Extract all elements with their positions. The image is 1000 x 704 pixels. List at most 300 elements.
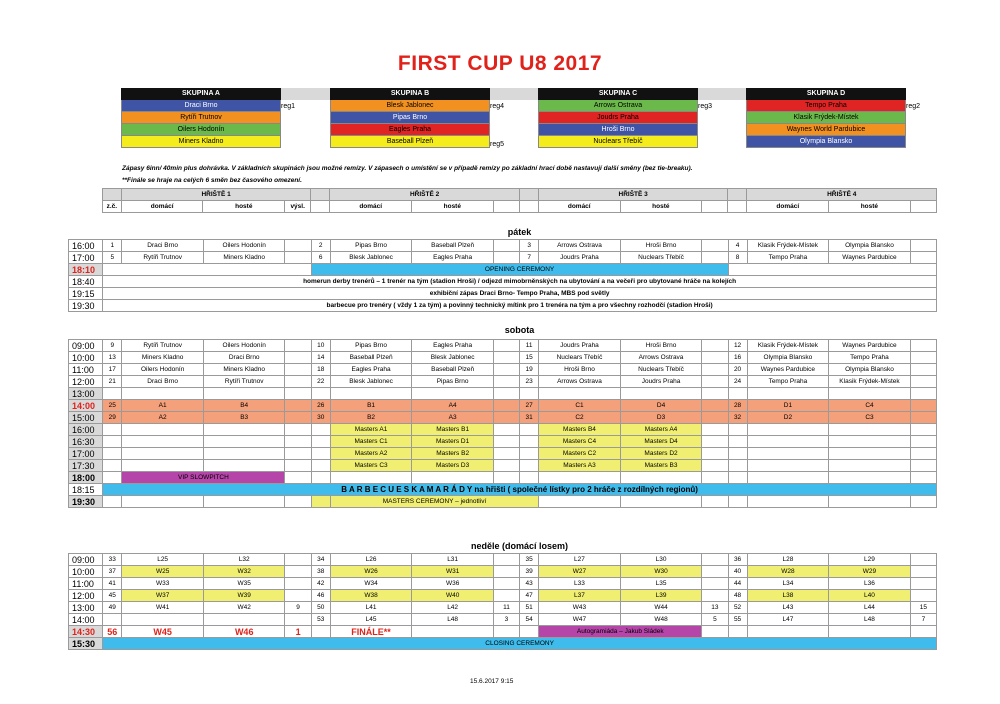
- schedule-cell: Rytíři Trutnov: [203, 376, 285, 388]
- schedule-cell: [829, 460, 911, 472]
- group-team: Rytíři Trutnov: [121, 112, 281, 124]
- schedule-cell: [910, 590, 936, 602]
- schedule-cell: Masters C4: [539, 436, 621, 448]
- schedule-cell: Masters D3: [412, 460, 494, 472]
- schedule-cell: Blesk Jablonec: [330, 376, 412, 388]
- schedule-cell: [728, 448, 747, 460]
- schedule-cell: 18:00: [69, 472, 103, 484]
- schedule-cell: 21: [103, 376, 122, 388]
- schedule-cell: W46: [203, 626, 285, 638]
- schedule-cell: 3: [520, 240, 539, 252]
- schedule-cell: [728, 496, 747, 508]
- schedule-cell: [493, 566, 519, 578]
- schedule-cell: [702, 460, 728, 472]
- schedule-cell: [311, 436, 330, 448]
- schedule-cell: C2: [539, 412, 621, 424]
- schedule-cell: [702, 364, 728, 376]
- schedule-cell: FINÁLE**: [330, 626, 412, 638]
- schedule-cell: 32: [728, 412, 747, 424]
- schedule-cell: L27: [539, 554, 621, 566]
- schedule-cell: [702, 201, 728, 213]
- schedule-cell: výsl.: [285, 201, 311, 213]
- schedule-cell: Pipas Brno: [330, 340, 412, 352]
- schedule-cell: [910, 400, 936, 412]
- schedule-cell: [520, 626, 539, 638]
- schedule-cell: Klasik Frýdek-Místek: [829, 376, 911, 388]
- schedule-cell: L29: [829, 554, 911, 566]
- table-row: [69, 252, 937, 264]
- schedule-cell: Eagles Praha: [412, 252, 494, 264]
- column-header-row: [68, 201, 937, 213]
- schedule-cell: 13:00: [69, 388, 103, 400]
- schedule-cell: Olympia Blansko: [829, 364, 911, 376]
- schedule-cell: [539, 472, 621, 484]
- schedule-cell: Baseball Plzeň: [412, 364, 494, 376]
- table-row: [69, 300, 937, 312]
- schedule-cell: Masters A1: [330, 424, 412, 436]
- schedule-cell: [493, 460, 519, 472]
- schedule-cell: [910, 448, 936, 460]
- schedule-cell: Masters D4: [620, 436, 702, 448]
- schedule-cell: [702, 554, 728, 566]
- schedule-cell: 54: [520, 614, 539, 626]
- schedule-cell: [103, 264, 311, 276]
- schedule-cell: [702, 578, 728, 590]
- schedule-cell: 16:00: [69, 240, 103, 252]
- schedule-cell: 18:40: [69, 276, 103, 288]
- schedule-cell: 8: [728, 252, 747, 264]
- schedule-cell: 4: [728, 240, 747, 252]
- schedule-cell: D3: [620, 412, 702, 424]
- schedule-cell: 39: [520, 566, 539, 578]
- schedule-cell: L26: [330, 554, 412, 566]
- schedule-cell: 16:00: [69, 424, 103, 436]
- schedule-cell: [102, 189, 121, 201]
- schedule-cell: [910, 626, 936, 638]
- schedule-cell: B3: [203, 412, 285, 424]
- schedule-cell: 13: [702, 602, 728, 614]
- schedule-cell: [702, 590, 728, 602]
- schedule-cell: 35: [520, 554, 539, 566]
- gray-bar: [490, 88, 538, 100]
- schedule-cell: Pipas Brno: [412, 376, 494, 388]
- schedule-cell: Miners Kladno: [203, 364, 285, 376]
- schedule-cell: 18: [311, 364, 330, 376]
- schedule-cell: W31: [412, 566, 494, 578]
- schedule-cell: HŘIŠTĚ 1: [121, 189, 310, 201]
- schedule-cell: [493, 240, 519, 252]
- schedule-cell: [285, 388, 311, 400]
- schedule-cell: [702, 626, 728, 638]
- schedule-cell: 24: [728, 376, 747, 388]
- schedule-cell: Joudrs Praha: [539, 252, 621, 264]
- schedule-cell: Klasik Frýdek-Místek: [747, 240, 829, 252]
- schedule-cell: Autogramiáda – Jakub Sládek: [539, 626, 702, 638]
- schedule-cell: z.č.: [102, 201, 121, 213]
- schedule-cell: [493, 578, 519, 590]
- schedule-cell: W25: [122, 566, 204, 578]
- schedule-cell: [285, 472, 311, 484]
- table-row: [69, 638, 937, 650]
- schedule-cell: [493, 424, 519, 436]
- schedule-cell: [122, 436, 204, 448]
- schedule-cell: [539, 496, 621, 508]
- schedule-cell: domácí: [121, 201, 203, 213]
- schedule-cell: Miners Kladno: [203, 252, 285, 264]
- schedule-cell: HŘIŠTĚ 2: [330, 189, 519, 201]
- schedule-cell: [311, 460, 330, 472]
- schedule-cell: [285, 578, 311, 590]
- table-row: [69, 364, 937, 376]
- schedule-cell: 11: [493, 602, 519, 614]
- schedule-cell: [702, 424, 728, 436]
- schedule-cell: 45: [103, 590, 122, 602]
- schedule-cell: L43: [747, 602, 829, 614]
- schedule-cell: W36: [412, 578, 494, 590]
- schedule-cell: HŘIŠTĚ 4: [747, 189, 937, 201]
- schedule-cell: Olympia Blansko: [747, 352, 829, 364]
- schedule-cell: 31: [520, 412, 539, 424]
- schedule-cell: Tempo Praha: [747, 252, 829, 264]
- schedule-cell: Miners Kladno: [122, 352, 204, 364]
- schedule-cell: 19: [520, 364, 539, 376]
- schedule-cell: 15:00: [69, 412, 103, 424]
- table-row: [69, 424, 937, 436]
- schedule-cell: 19:30: [69, 496, 103, 508]
- region-label: reg1: [281, 103, 296, 110]
- schedule-cell: [122, 614, 204, 626]
- schedule-cell: [285, 240, 311, 252]
- schedule-cell: Rytíři Trutnov: [122, 340, 204, 352]
- schedule-cell: [747, 388, 829, 400]
- schedule-cell: 18:15: [69, 484, 103, 496]
- schedule-cell: 9: [103, 340, 122, 352]
- schedule-cell: [285, 252, 311, 264]
- schedule-cell: 34: [311, 554, 330, 566]
- schedule-cell: barbecue pro trenéry ( vždy 1 za tým) a povinný technický mítink pro 1 trenéra na tým a pro všechny rozhodčí (stadion Hroši): [103, 300, 937, 312]
- schedule-cell: 5: [103, 252, 122, 264]
- schedule-cell: 13:00: [69, 602, 103, 614]
- schedule-cell: [493, 472, 519, 484]
- schedule-cell: Eagles Praha: [412, 340, 494, 352]
- schedule-cell: [910, 436, 936, 448]
- note: **Finále se hraje na celých 6 směn bez časového omezení.: [122, 177, 302, 184]
- schedule-cell: [203, 436, 285, 448]
- schedule-cell: W26: [330, 566, 412, 578]
- schedule-cell: W40: [412, 590, 494, 602]
- schedule-cell: [493, 554, 519, 566]
- schedule-cell: L33: [539, 578, 621, 590]
- group-header: SKUPINA D: [746, 88, 906, 100]
- schedule-cell: [829, 472, 911, 484]
- region-label: reg5: [490, 141, 505, 148]
- schedule-cell: [910, 388, 936, 400]
- schedule-cell: 14:30: [69, 626, 103, 638]
- schedule-cell: 12:00: [69, 376, 103, 388]
- schedule-cell: W45: [122, 626, 204, 638]
- schedule-cell: W37: [122, 590, 204, 602]
- schedule-cell: [829, 388, 911, 400]
- schedule-cell: 13: [103, 352, 122, 364]
- schedule-cell: L32: [203, 554, 285, 566]
- schedule-cell: 10:00: [69, 352, 103, 364]
- schedule-cell: D4: [620, 400, 702, 412]
- table-row: [69, 264, 937, 276]
- schedule-cell: Masters C2: [539, 448, 621, 460]
- schedule-cell: [122, 460, 204, 472]
- schedule-cell: C3: [829, 412, 911, 424]
- schedule-cell: [519, 201, 538, 213]
- schedule-cell: L48: [829, 614, 911, 626]
- schedule-cell: homerun derby trenérů – 1 trenér na tým (stadion Hroši) / odjezd mimobrněnských na ubytování a na večeři pro ubytované hráče na kolejích: [103, 276, 937, 288]
- schedule-cell: [285, 376, 311, 388]
- schedule-cell: hosté: [203, 201, 285, 213]
- schedule-cell: 26: [311, 400, 330, 412]
- schedule-cell: 12:00: [69, 590, 103, 602]
- schedule-cell: [493, 436, 519, 448]
- schedule-cell: 43: [520, 578, 539, 590]
- table-row: [69, 400, 937, 412]
- schedule-cell: 41: [103, 578, 122, 590]
- schedule-cell: Olympia Blansko: [829, 240, 911, 252]
- schedule-cell: [747, 448, 829, 460]
- schedule-cell: 15: [910, 602, 936, 614]
- schedule-cell: [493, 626, 519, 638]
- schedule-cell: [910, 578, 936, 590]
- schedule-cell: L31: [412, 554, 494, 566]
- table-row: [69, 614, 937, 626]
- schedule-cell: [910, 472, 936, 484]
- schedule-cell: B2: [330, 412, 412, 424]
- table-row: [69, 578, 937, 590]
- schedule-cell: [203, 496, 285, 508]
- table-row: [69, 436, 937, 448]
- schedule-cell: Nuclears Třebíč: [620, 252, 702, 264]
- schedule-cell: [702, 472, 728, 484]
- schedule-cell: 3: [493, 614, 519, 626]
- note: Zápasy 6inn/ 40min plus dohrávka. V základních skupinách jsou možné remízy. V zápasech o umístění se v případě remízy po základní hrací době nastavují další směny (bez tie-breaku).: [122, 165, 693, 172]
- schedule-cell: B1: [330, 400, 412, 412]
- schedule-cell: [285, 614, 311, 626]
- schedule-cell: [728, 189, 747, 201]
- schedule-cell: 51: [520, 602, 539, 614]
- schedule-cell: [122, 496, 204, 508]
- table-row: [69, 352, 937, 364]
- schedule-cell: 49: [103, 602, 122, 614]
- group-1: [121, 88, 281, 148]
- schedule-cell: [910, 424, 936, 436]
- schedule-cell: [702, 352, 728, 364]
- schedule-cell: [311, 189, 330, 201]
- schedule-cell: 17: [103, 364, 122, 376]
- schedule-cell: [910, 201, 936, 213]
- group-team: Nuclears Třebíč: [538, 136, 698, 148]
- schedule-cell: Oilers Hodonín: [122, 364, 204, 376]
- schedule-cell: [910, 340, 936, 352]
- schedule-cell: [702, 496, 728, 508]
- schedule-cell: L30: [620, 554, 702, 566]
- page-title: FIRST CUP U8 2017: [397, 52, 603, 75]
- schedule-cell: Draci Brno: [122, 376, 204, 388]
- schedule-cell: [103, 388, 122, 400]
- table-row: [69, 376, 937, 388]
- schedule-cell: 5: [702, 614, 728, 626]
- schedule-cell: W43: [539, 602, 621, 614]
- schedule-cell: L44: [829, 602, 911, 614]
- group-team: Waynes World Pardubice: [746, 124, 906, 136]
- schedule-cell: [520, 424, 539, 436]
- schedule-cell: [728, 472, 747, 484]
- region-label: reg4: [490, 103, 505, 110]
- schedule-cell: Blesk Jablonec: [412, 352, 494, 364]
- table-row: [69, 566, 937, 578]
- schedule-cell: 16:30: [69, 436, 103, 448]
- schedule-cell: Tempo Praha: [829, 352, 911, 364]
- schedule-cell: [103, 436, 122, 448]
- schedule-cell: [330, 472, 412, 484]
- table-row: [69, 602, 937, 614]
- schedule-cell: L34: [747, 578, 829, 590]
- schedule-cell: 11:00: [69, 364, 103, 376]
- schedule-cell: [285, 424, 311, 436]
- schedule-cell: [311, 626, 330, 638]
- schedule-cell: [829, 496, 911, 508]
- schedule-cell: [493, 448, 519, 460]
- schedule-cell: [493, 388, 519, 400]
- schedule-cell: [412, 388, 494, 400]
- schedule-cell: Pipas Brno: [330, 240, 412, 252]
- schedule-cell: L37: [539, 590, 621, 602]
- schedule-cell: [493, 376, 519, 388]
- schedule-cell: Draci Brno: [122, 240, 204, 252]
- schedule-cell: W29: [829, 566, 911, 578]
- schedule-cell: exhibiční zápas Draci Brno- Tempo Praha, MBS pod světly: [103, 288, 937, 300]
- schedule-cell: 25: [103, 400, 122, 412]
- schedule-cell: [493, 412, 519, 424]
- schedule-cell: 2: [311, 240, 330, 252]
- schedule-cell: 29: [103, 412, 122, 424]
- group-2: [330, 88, 490, 148]
- schedule-cell: 14:00: [69, 400, 103, 412]
- schedule-cell: [728, 460, 747, 472]
- table-row: [69, 626, 937, 638]
- group-header: SKUPINA C: [538, 88, 698, 100]
- schedule-cell: [910, 376, 936, 388]
- schedule-cell: Waynes Pardubice: [829, 340, 911, 352]
- schedule-cell: 17:30: [69, 460, 103, 472]
- schedule-cell: 37: [103, 566, 122, 578]
- schedule-cell: Masters B1: [412, 424, 494, 436]
- schedule-cell: 10:00: [69, 566, 103, 578]
- group-team: Eagles Praha: [330, 124, 490, 136]
- schedule-cell: [910, 352, 936, 364]
- table-row: [69, 288, 937, 300]
- schedule-cell: 23: [520, 376, 539, 388]
- schedule-cell: 09:00: [69, 340, 103, 352]
- schedule-cell: Oilers Hodonín: [203, 240, 285, 252]
- schedule-cell: hosté: [829, 201, 911, 213]
- schedule-cell: [910, 252, 936, 264]
- schedule-cell: W34: [330, 578, 412, 590]
- schedule-cell: [747, 436, 829, 448]
- schedule-cell: [285, 460, 311, 472]
- schedule-cell: [122, 424, 204, 436]
- schedule-cell: [311, 201, 330, 213]
- schedule-cell: W48: [620, 614, 702, 626]
- schedule-cell: [520, 388, 539, 400]
- schedule-cell: [747, 460, 829, 472]
- schedule-cell: Tempo Praha: [747, 376, 829, 388]
- schedule-cell: Hroši Brno: [620, 340, 702, 352]
- schedule-cell: Eagles Praha: [330, 364, 412, 376]
- schedule-cell: [68, 189, 102, 201]
- gray-bar: [281, 88, 330, 100]
- schedule-cell: L39: [620, 590, 702, 602]
- schedule-cell: [829, 436, 911, 448]
- schedule-cell: Masters A2: [330, 448, 412, 460]
- schedule-cell: [203, 460, 285, 472]
- schedule-cell: Masters B4: [539, 424, 621, 436]
- table-row: [69, 472, 937, 484]
- schedule-cell: A3: [412, 412, 494, 424]
- schedule-cell: [203, 388, 285, 400]
- schedule-cell: [203, 424, 285, 436]
- schedule-cell: [285, 436, 311, 448]
- group-team: Pipas Brno: [330, 112, 490, 124]
- schedule-cell: D2: [747, 412, 829, 424]
- schedule-cell: [285, 496, 311, 508]
- schedule-cell: Hroši Brno: [620, 240, 702, 252]
- schedule-cell: Rytíři Trutnov: [122, 252, 204, 264]
- schedule-cell: L45: [330, 614, 412, 626]
- schedule-cell: 14: [311, 352, 330, 364]
- schedule-cell: 44: [728, 578, 747, 590]
- schedule-cell: [910, 554, 936, 566]
- schedule-cell: [702, 436, 728, 448]
- schedule-cell: [285, 400, 311, 412]
- schedule-cell: Joudrs Praha: [539, 340, 621, 352]
- schedule-cell: hosté: [620, 201, 702, 213]
- group-team: Draci Brno: [121, 100, 281, 112]
- schedule-cell: [747, 626, 829, 638]
- schedule-cell: [311, 424, 330, 436]
- schedule-cell: 17:00: [69, 252, 103, 264]
- schedule-cell: 14:00: [69, 614, 103, 626]
- schedule-cell: Masters A3: [539, 460, 621, 472]
- group-team: Blesk Jablonec: [330, 100, 490, 112]
- schedule-cell: [122, 448, 204, 460]
- schedule-cell: [728, 388, 747, 400]
- schedule-cell: [412, 626, 494, 638]
- schedule-cell: [493, 352, 519, 364]
- schedule-cell: [285, 566, 311, 578]
- schedule-cell: [103, 496, 122, 508]
- schedule-cell: D1: [747, 400, 829, 412]
- schedule-cell: 36: [728, 554, 747, 566]
- schedule-cell: hosté: [412, 201, 494, 213]
- group-3: [538, 88, 698, 148]
- schedule-cell: [728, 201, 747, 213]
- schedule-cell: [493, 201, 519, 213]
- schedule-cell: [620, 388, 702, 400]
- schedule-cell: [520, 460, 539, 472]
- schedule-cell: [285, 352, 311, 364]
- schedule-cell: L47: [747, 614, 829, 626]
- schedule-cell: [520, 448, 539, 460]
- table-row: [69, 412, 937, 424]
- schedule-cell: [620, 496, 702, 508]
- schedule-cell: Klasik Frýdek-Místek: [747, 340, 829, 352]
